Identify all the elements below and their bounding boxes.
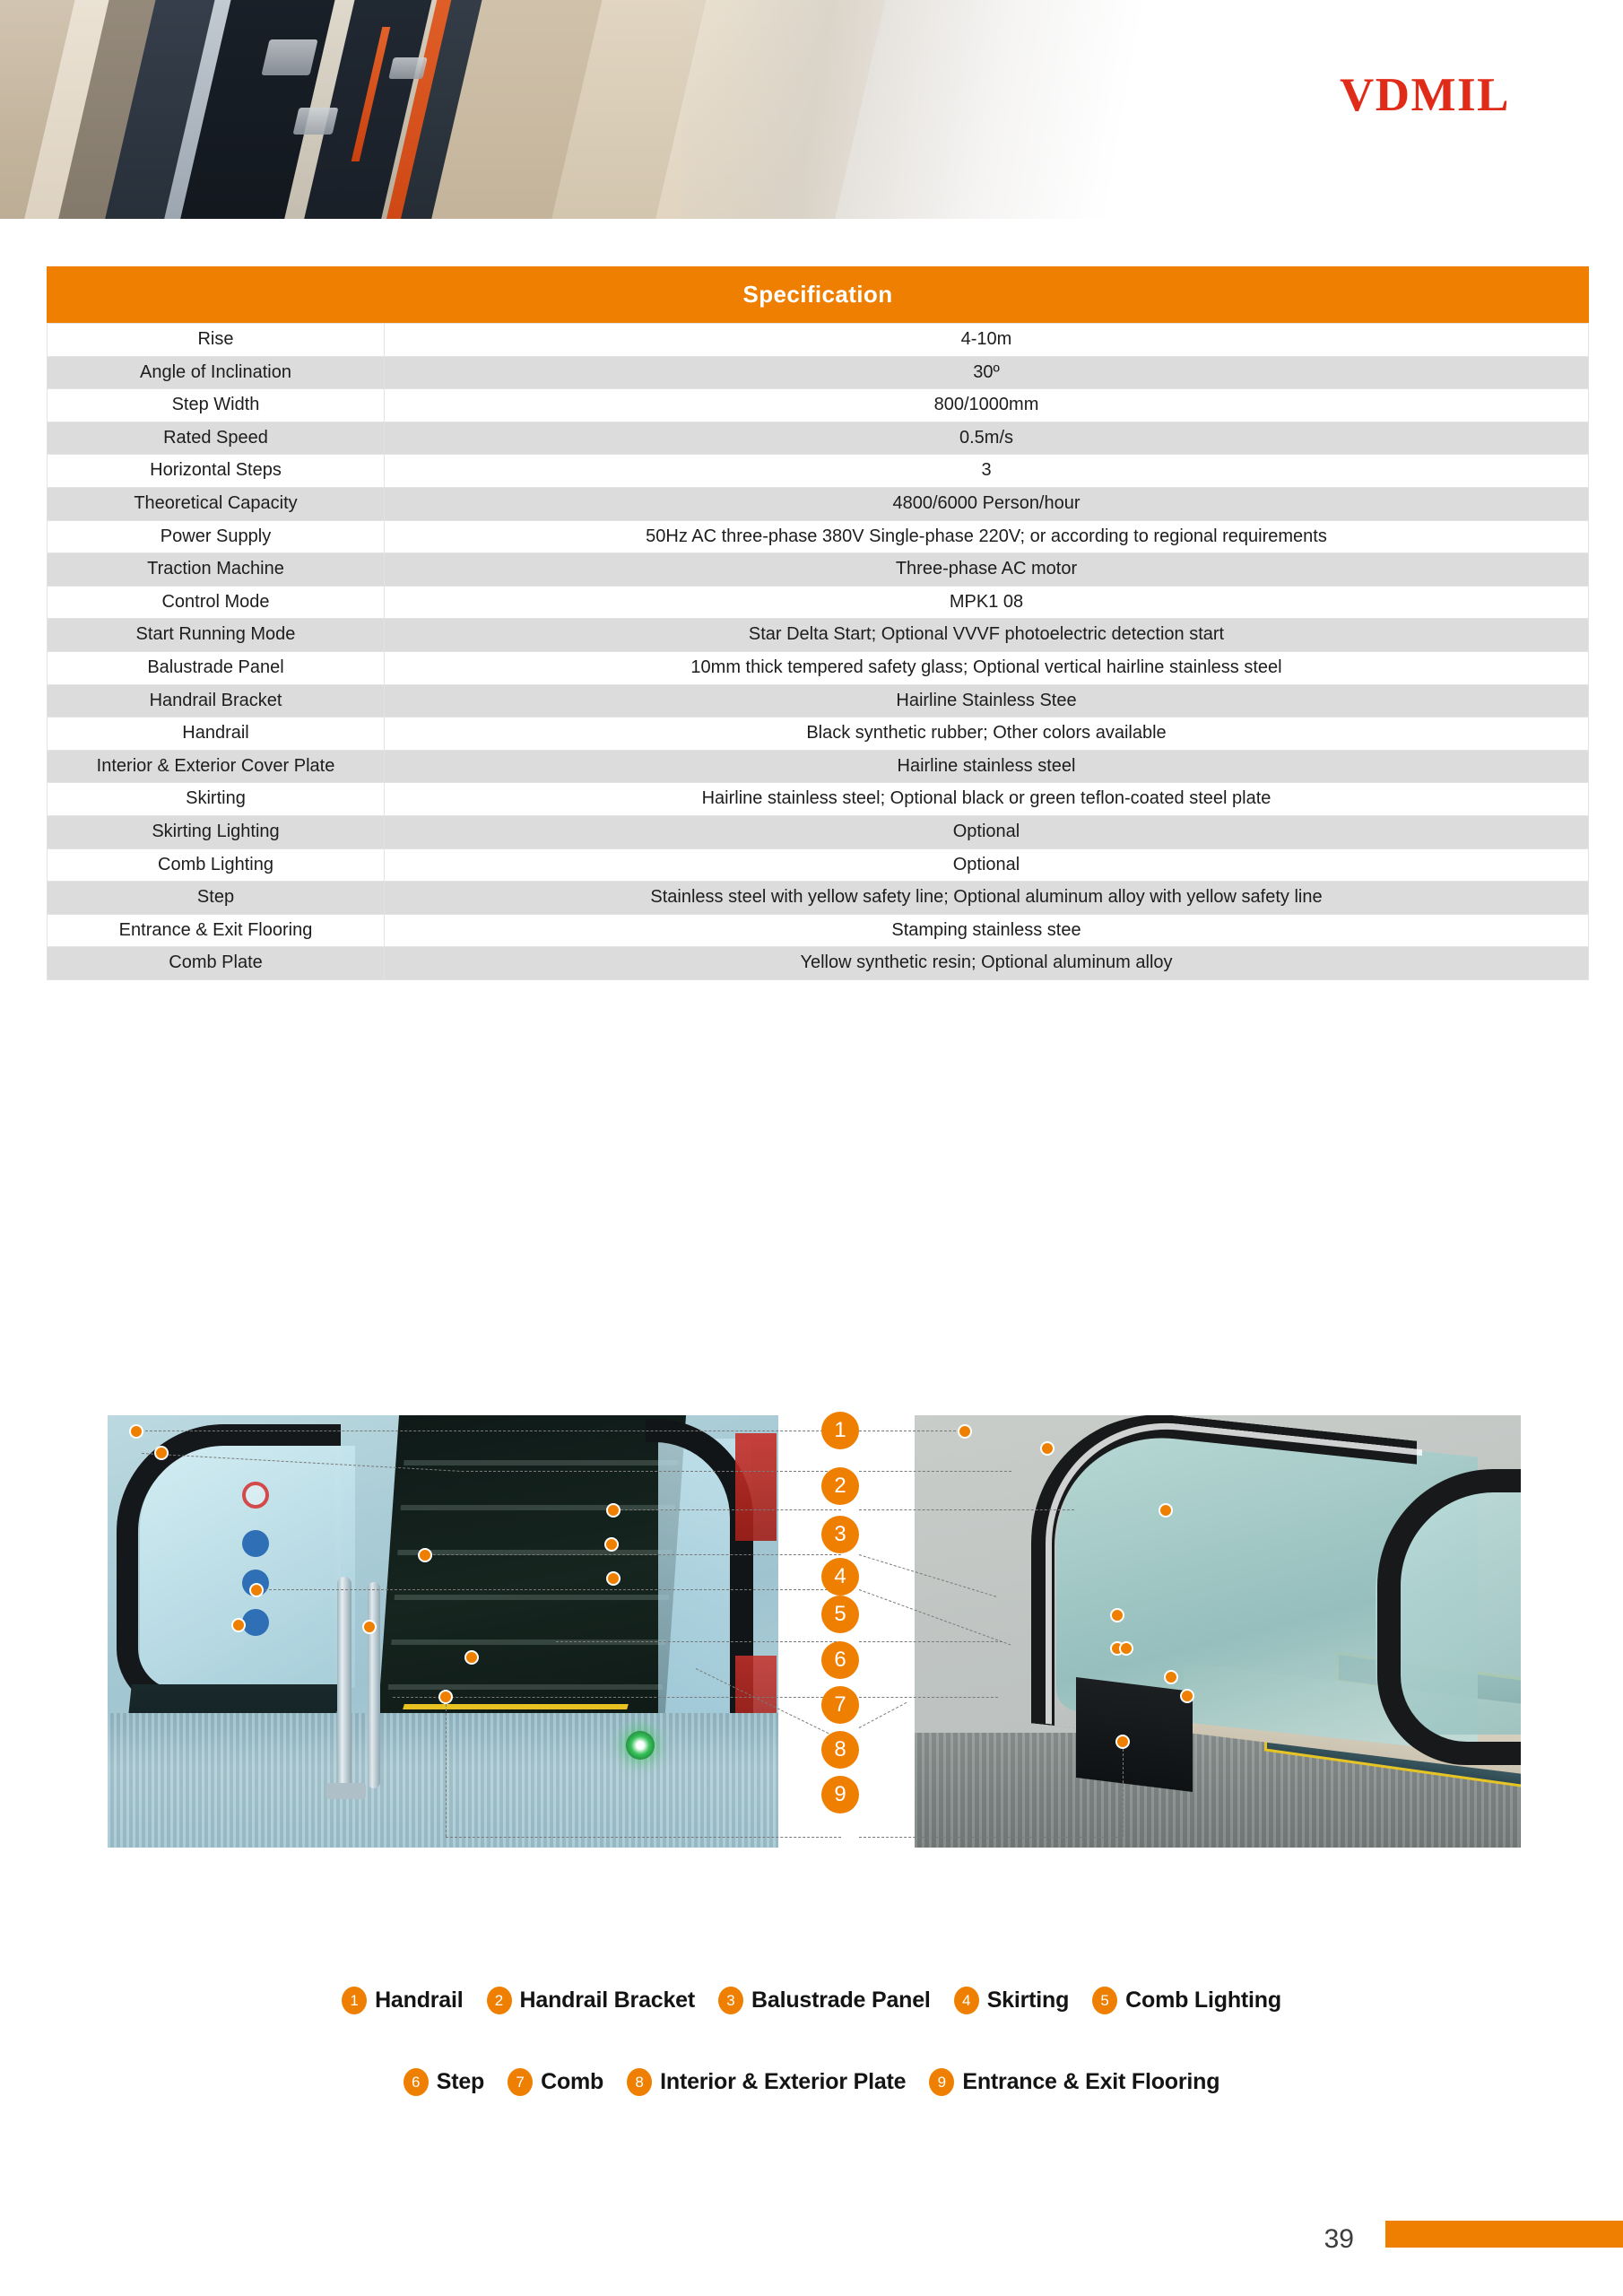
legend-item	[718, 1987, 931, 2014]
callout-dot-3b	[1159, 1503, 1173, 1518]
callout-dot-9b	[1115, 1735, 1130, 1749]
table-row	[48, 947, 1589, 980]
leader-line-4-left	[429, 1554, 841, 1555]
legend-item	[487, 1987, 696, 2014]
spec-key: Theoretical Capacity	[48, 487, 385, 520]
header-banner	[0, 0, 1623, 219]
callout-number-7: 7	[821, 1686, 859, 1724]
legend-bullet: 5	[1092, 1987, 1117, 2014]
spec-key: Handrail	[48, 718, 385, 751]
spec-key: Rise	[48, 324, 385, 357]
spec-key: Step Width	[48, 389, 385, 422]
table-row	[48, 389, 1589, 422]
spec-key: Skirting Lighting	[48, 815, 385, 848]
leader-line-6-right	[859, 1641, 1002, 1642]
callout-dot-3a	[606, 1503, 621, 1518]
spec-key: Interior & Exterior Cover Plate	[48, 750, 385, 783]
table-row	[48, 553, 1589, 587]
spec-key: Rated Speed	[48, 422, 385, 455]
legend-label: Skirting	[986, 1987, 1070, 2013]
legend-label: Interior & Exterior Plate	[660, 2069, 907, 2094]
spec-key: Handrail Bracket	[48, 684, 385, 718]
leader-line-9-right-h	[859, 1837, 1123, 1838]
spec-value: Hairline Stainless Stee	[385, 684, 1589, 718]
legend-label: Handrail	[375, 1987, 464, 2013]
table-row	[48, 651, 1589, 684]
callout-dot-1b	[958, 1424, 972, 1439]
table-row	[48, 882, 1589, 915]
legend-label: Comb	[541, 2069, 604, 2094]
callout-number-1: 1	[821, 1412, 859, 1449]
leader-line-2-right	[859, 1471, 1011, 1472]
callout-dot-4a	[418, 1548, 432, 1562]
spec-value: 50Hz AC three-phase 380V Single-phase 220V; or according to regional requirements	[385, 520, 1589, 553]
spec-value: Hairline stainless steel; Optional black or green teflon-coated steel plate	[385, 783, 1589, 816]
table-row	[48, 422, 1589, 455]
spec-value: Stainless steel with yellow safety line; Optional aluminum alloy with yellow safety line	[385, 882, 1589, 915]
table-row	[48, 356, 1589, 389]
table-row	[48, 783, 1589, 816]
legend-item	[508, 2068, 603, 2096]
legend-row-2	[0, 2068, 1623, 2096]
legend-label: Entrance & Exit Flooring	[962, 2069, 1220, 2094]
component-diagram	[0, 1381, 1623, 1919]
callout-dot-6a	[231, 1618, 246, 1632]
leader-line-8-right	[859, 1702, 907, 1728]
spec-value: Three-phase AC motor	[385, 553, 1589, 587]
spec-value: Optional	[385, 815, 1589, 848]
legend-row-1	[0, 1987, 1623, 2014]
spec-value: 30º	[385, 356, 1589, 389]
header-photo-fade	[681, 0, 1184, 219]
leader-line-9-right-v	[1123, 1740, 1124, 1837]
legend-label: Balustrade Panel	[751, 1987, 931, 2013]
spec-value: 0.5m/s	[385, 422, 1589, 455]
spec-value: 3	[385, 455, 1589, 488]
callout-dot-2a	[154, 1446, 169, 1460]
spec-value: Optional	[385, 848, 1589, 882]
legend-bullet: 4	[954, 1987, 979, 2014]
table-row	[48, 520, 1589, 553]
legend-item	[627, 2068, 906, 2096]
spec-key: Skirting	[48, 783, 385, 816]
callout-dot-8b	[1110, 1608, 1124, 1622]
callout-dot-4b	[604, 1537, 619, 1552]
table-row	[48, 848, 1589, 882]
callout-number-3: 3	[821, 1516, 859, 1553]
callout-number-2: 2	[821, 1467, 859, 1505]
leader-line-2-left	[466, 1471, 841, 1472]
callout-dot-7a	[464, 1650, 479, 1665]
legend-bullet: 3	[718, 1987, 743, 2014]
table-row	[48, 914, 1589, 947]
callout-dot-7b	[1164, 1670, 1178, 1684]
spec-value: MPK1 08	[385, 586, 1589, 619]
spec-value: Star Delta Start; Optional VVVF photoelectric detection start	[385, 619, 1589, 652]
spec-key: Horizontal Steps	[48, 455, 385, 488]
legend-bullet: 7	[508, 2068, 533, 2096]
callout-dot-5b	[606, 1571, 621, 1586]
callout-dot-8c	[1119, 1641, 1133, 1656]
callout-number-4: 4	[821, 1558, 859, 1596]
legend-item	[342, 1987, 463, 2014]
spec-key: Comb Lighting	[48, 848, 385, 882]
spec-key: Start Running Mode	[48, 619, 385, 652]
legend-item	[404, 2068, 484, 2096]
callout-dot-2b	[1040, 1441, 1055, 1456]
escalator-photo-right	[915, 1415, 1521, 1848]
spec-key: Comb Plate	[48, 947, 385, 980]
leader-line-5-left	[260, 1589, 841, 1590]
leader-line-9-left-h	[446, 1837, 841, 1838]
leader-line-3-left	[621, 1509, 841, 1510]
leader-line-9-left-v	[446, 1695, 447, 1837]
leader-line-7-left	[393, 1697, 841, 1698]
table-row	[48, 750, 1589, 783]
spec-key: Balustrade Panel	[48, 651, 385, 684]
legend-bullet: 1	[342, 1987, 367, 2014]
spec-key: Angle of Inclination	[48, 356, 385, 389]
spec-key: Traction Machine	[48, 553, 385, 587]
escalator-photo-left	[108, 1415, 778, 1848]
spec-key: Entrance & Exit Flooring	[48, 914, 385, 947]
specification-table	[47, 323, 1589, 980]
spec-value: 4-10m	[385, 324, 1589, 357]
table-row	[48, 487, 1589, 520]
leader-line-3-right	[859, 1509, 1074, 1510]
callout-dot-1a	[129, 1424, 143, 1439]
table-row	[48, 324, 1589, 357]
callout-dot-9a	[438, 1690, 453, 1704]
legend-label: Comb Lighting	[1125, 1987, 1281, 2013]
leader-line-7-right	[859, 1697, 998, 1698]
legend-bullet: 9	[929, 2068, 954, 2096]
callout-number-8: 8	[821, 1731, 859, 1769]
spec-key: Power Supply	[48, 520, 385, 553]
table-row	[48, 455, 1589, 488]
footer-accent-bar	[1385, 2221, 1623, 2248]
legend-bullet: 2	[487, 1987, 512, 2014]
specification-title: Specification	[47, 266, 1589, 323]
table-row	[48, 586, 1589, 619]
callout-dot-8a	[362, 1620, 377, 1634]
brand-logo: VDMIL	[1339, 69, 1510, 121]
spec-key: Step	[48, 882, 385, 915]
table-row	[48, 815, 1589, 848]
table-row	[48, 684, 1589, 718]
spec-value: 800/1000mm	[385, 389, 1589, 422]
spec-key: Control Mode	[48, 586, 385, 619]
legend-item	[1092, 1987, 1281, 2014]
table-row	[48, 718, 1589, 751]
legend-label: Step	[436, 2069, 485, 2094]
spec-value: 4800/6000 Person/hour	[385, 487, 1589, 520]
legend-item	[929, 2068, 1219, 2096]
spec-value: Black synthetic rubber; Other colors available	[385, 718, 1589, 751]
callout-number-5: 5	[821, 1596, 859, 1633]
spec-value: Yellow synthetic resin; Optional aluminum alloy	[385, 947, 1589, 980]
spec-value: Stamping stainless stee	[385, 914, 1589, 947]
leader-line-6-left	[556, 1641, 841, 1642]
legend-label: Handrail Bracket	[519, 1987, 696, 2013]
specification-section	[47, 266, 1589, 980]
callout-number-6: 6	[821, 1641, 859, 1679]
table-row	[48, 619, 1589, 652]
callout-number-9: 9	[821, 1776, 859, 1813]
callout-dot-7c	[1180, 1689, 1194, 1703]
spec-value: Hairline stainless steel	[385, 750, 1589, 783]
spec-value: 10mm thick tempered safety glass; Optional vertical hairline stainless steel	[385, 651, 1589, 684]
legend-item	[954, 1987, 1069, 2014]
callout-dot-5a	[249, 1583, 264, 1597]
page-number: 39	[1324, 2224, 1354, 2254]
legend-bullet: 6	[404, 2068, 429, 2096]
legend-bullet: 8	[627, 2068, 652, 2096]
